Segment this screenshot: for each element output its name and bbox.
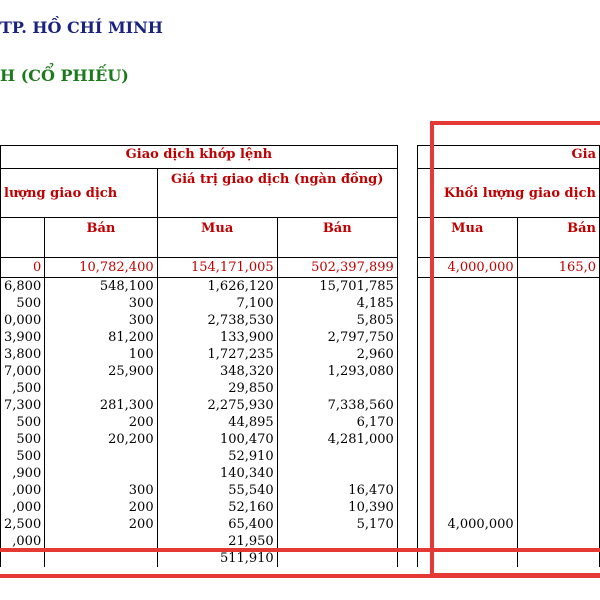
cell-col-1: 200 [45, 516, 157, 533]
cell-col-1: 300 [45, 312, 157, 329]
cell-gap [397, 380, 417, 397]
table-row [1, 448, 600, 465]
cell-gap [397, 258, 417, 278]
header-gt-giao-dich: Giá trị giao dịch (ngàn đồng) [157, 169, 397, 218]
cell-col-1: 548,100 [45, 278, 157, 296]
cell-col-5 [517, 346, 599, 363]
cell-col-3: 2,960 [277, 346, 397, 363]
table-row [1, 278, 600, 296]
table-row [1, 533, 600, 550]
cell-col-2: 44,895 [157, 414, 277, 431]
cell-gap [397, 499, 417, 516]
cell-gap [397, 414, 417, 431]
cell-col-5 [517, 312, 599, 329]
cell-gap [397, 516, 417, 533]
cell-col-2: 52,910 [157, 448, 277, 465]
cell-col-2: 29,850 [157, 380, 277, 397]
cell-col-1: 10,782,400 [45, 258, 157, 278]
header-ban-kl: Bán [45, 218, 157, 258]
cell-gap [397, 346, 417, 363]
cell-col-2: 55,540 [157, 482, 277, 499]
cell-col-4 [417, 397, 517, 414]
table-row [1, 380, 600, 397]
cell-col-2: 2,275,930 [157, 397, 277, 414]
cell-col-5 [517, 363, 599, 380]
table-row [1, 312, 600, 329]
cell-col-4 [417, 295, 517, 312]
cell-col-4 [417, 499, 517, 516]
cell-col-2: 1,626,120 [157, 278, 277, 296]
cell-col-2: 348,320 [157, 363, 277, 380]
cell-col-0: 3,900 [1, 329, 45, 346]
cell-col-1: 200 [45, 414, 157, 431]
cell-col-4: 4,000,000 [417, 258, 517, 278]
total-row [1, 258, 600, 278]
cell-col-0: 500 [1, 448, 45, 465]
cell-col-4 [417, 329, 517, 346]
header-kl-giao-dich: lượng giao dịch [1, 169, 158, 218]
cell-col-3: 15,701,785 [277, 278, 397, 296]
cell-gap [397, 278, 417, 296]
cell-col-5 [517, 380, 599, 397]
table-row [1, 295, 600, 312]
table-row [1, 363, 600, 380]
table-row [1, 431, 600, 448]
header-kl-giao-dich-right: Khối lượng giao dịch [417, 169, 599, 218]
cell-gap [397, 465, 417, 482]
cell-col-2: 2,738,530 [157, 312, 277, 329]
header-gap [397, 169, 417, 218]
cell-gap [397, 533, 417, 550]
cell-gap [397, 363, 417, 380]
cell-col-5 [517, 533, 599, 550]
cell-col-5 [517, 465, 599, 482]
cell-col-1 [45, 550, 157, 567]
cell-col-4 [417, 346, 517, 363]
cell-col-4 [417, 482, 517, 499]
cell-col-0: 7,000 [1, 363, 45, 380]
cell-col-5 [517, 448, 599, 465]
cell-col-5 [517, 516, 599, 533]
cell-col-1: 100 [45, 346, 157, 363]
cell-col-5 [517, 499, 599, 516]
cell-gap [397, 329, 417, 346]
table-row [1, 346, 600, 363]
cell-col-3: 10,390 [277, 499, 397, 516]
cell-gap [397, 482, 417, 499]
cell-col-0: 7,300 [1, 397, 45, 414]
table-row [1, 550, 600, 567]
cell-col-1: 81,200 [45, 329, 157, 346]
cell-col-1: 281,300 [45, 397, 157, 414]
cell-col-2: 140,340 [157, 465, 277, 482]
header-mua-right: Mua [417, 218, 517, 258]
table-row [1, 499, 600, 516]
report-title-category: H (CỔ PHIẾU) [0, 66, 129, 85]
header-gap [397, 218, 417, 258]
cell-col-5 [517, 278, 599, 296]
cell-col-5 [517, 550, 599, 567]
cell-col-1 [45, 380, 157, 397]
header-row-metric [1, 169, 600, 218]
table-row [1, 414, 600, 431]
table-row [1, 482, 600, 499]
cell-col-3: 4,185 [277, 295, 397, 312]
cell-col-4 [417, 278, 517, 296]
cell-gap [397, 312, 417, 329]
cell-col-1: 25,900 [45, 363, 157, 380]
cell-col-1 [45, 465, 157, 482]
cell-col-5 [517, 397, 599, 414]
cell-gap [397, 295, 417, 312]
cell-col-3 [277, 380, 397, 397]
cell-col-0: ,000 [1, 499, 45, 516]
header-mua-partial [1, 218, 45, 258]
cell-col-4 [417, 363, 517, 380]
cell-col-0: 0 [1, 258, 45, 278]
header-ban-right: Bán [517, 218, 599, 258]
trading-table [0, 145, 600, 567]
cell-gap [397, 431, 417, 448]
header-row-side [1, 218, 600, 258]
table-row [1, 329, 600, 346]
header-mua-gt: Mua [157, 218, 277, 258]
cell-col-2: 21,950 [157, 533, 277, 550]
cell-col-2: 154,171,005 [157, 258, 277, 278]
table-row [1, 516, 600, 533]
header-row-group [1, 146, 600, 169]
cell-col-3: 5,805 [277, 312, 397, 329]
report-title-city: TP. HỒ CHÍ MINH [0, 18, 163, 37]
cell-col-4 [417, 465, 517, 482]
cell-col-1 [45, 533, 157, 550]
cell-col-0: 500 [1, 295, 45, 312]
cell-col-0: 6,800 [1, 278, 45, 296]
cell-col-4 [417, 312, 517, 329]
cell-col-3 [277, 465, 397, 482]
cell-col-0: 2,500 [1, 516, 45, 533]
cell-col-0: 500 [1, 414, 45, 431]
cell-col-5 [517, 431, 599, 448]
cell-col-2: 52,160 [157, 499, 277, 516]
header-group-khop-lenh: Giao dịch khớp lệnh [1, 146, 398, 169]
cell-col-1: 200 [45, 499, 157, 516]
header-ban-gt: Bán [277, 218, 397, 258]
cell-gap [397, 448, 417, 465]
cell-col-3: 1,293,080 [277, 363, 397, 380]
cell-col-3: 16,470 [277, 482, 397, 499]
cell-col-1 [45, 448, 157, 465]
cell-col-0: 3,800 [1, 346, 45, 363]
cell-col-2: 133,900 [157, 329, 277, 346]
cell-col-4 [417, 431, 517, 448]
cell-col-2: 511,910 [157, 550, 277, 567]
cell-col-0: 500 [1, 431, 45, 448]
cell-col-3 [277, 533, 397, 550]
cell-col-1: 300 [45, 295, 157, 312]
cell-col-3: 7,338,560 [277, 397, 397, 414]
cell-col-0 [1, 550, 45, 567]
cell-col-3: 6,170 [277, 414, 397, 431]
cell-col-3: 2,797,750 [277, 329, 397, 346]
cell-col-5 [517, 295, 599, 312]
cell-gap [397, 550, 417, 567]
cell-col-3: 4,281,000 [277, 431, 397, 448]
cell-col-1: 300 [45, 482, 157, 499]
cell-col-5 [517, 414, 599, 431]
table-row [1, 397, 600, 414]
cell-col-0: 0,000 [1, 312, 45, 329]
header-group-right: Gia [417, 146, 599, 169]
cell-col-4 [417, 550, 517, 567]
cell-col-3: 5,170 [277, 516, 397, 533]
cell-col-2: 100,470 [157, 431, 277, 448]
cell-col-4 [417, 533, 517, 550]
header-gap [397, 146, 417, 169]
cell-col-0: ,500 [1, 380, 45, 397]
cell-col-5 [517, 329, 599, 346]
cell-col-4 [417, 448, 517, 465]
table-row [1, 465, 600, 482]
cell-col-3: 502,397,899 [277, 258, 397, 278]
cell-col-4 [417, 414, 517, 431]
cell-col-2: 7,100 [157, 295, 277, 312]
cell-col-3 [277, 448, 397, 465]
cell-col-0: ,000 [1, 533, 45, 550]
cell-col-5: 165,0 [517, 258, 599, 278]
cell-col-0: ,900 [1, 465, 45, 482]
cell-gap [397, 397, 417, 414]
cell-col-1: 20,200 [45, 431, 157, 448]
cell-col-2: 65,400 [157, 516, 277, 533]
cell-col-3 [277, 550, 397, 567]
cell-col-5 [517, 482, 599, 499]
cell-col-2: 1,727,235 [157, 346, 277, 363]
cell-col-4: 4,000,000 [417, 516, 517, 533]
cell-col-0: ,000 [1, 482, 45, 499]
cell-col-4 [417, 380, 517, 397]
